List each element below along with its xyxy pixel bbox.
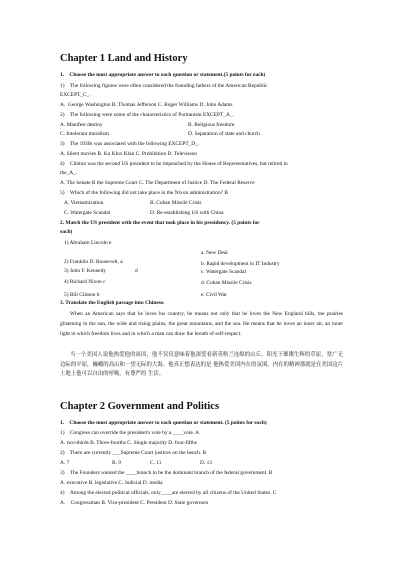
question-2-option-d: D. Separation of state and church (188, 131, 260, 137)
question-1-options: A. George Washington B. Thomas Jefferson C. Roger Williams D. John Adams (60, 102, 233, 108)
chapter-2-title: Chapter 2 Government and Politics (60, 401, 220, 412)
chapter-2-section-1-heading: 1. Choose the most appropriate answer to each question or statement. (5 points for each) (60, 420, 267, 426)
section-3-heading: 3. Translate the English passage into Chinese. (60, 300, 165, 306)
ch2-question-2-option-a: A. 7 (60, 460, 70, 466)
question-5-option-c: C. Watergate Scandal (64, 210, 111, 216)
ch2-question-4-options: A. Congressman B. Vice-president C. President D. State governors (60, 500, 209, 506)
match-answer-kennedy: d (135, 268, 138, 274)
question-4-line-2: the_A_. (60, 170, 78, 176)
match-right-item: c. Watergate Scandal (201, 269, 247, 275)
match-right-item: b. Rapid development in IT Industry (201, 261, 280, 267)
question-1-line-1: 1) The following figures were often considered the founding fathers of the American Republic (60, 83, 268, 89)
question-2-option-c: C. Intolerant moralism (60, 131, 109, 137)
question-1-line-2: EXCEPT_C_. (60, 92, 91, 98)
ch2-question-1-options: A. two-thirds B. Three-fourths C. Single majority D. four-fifths (60, 440, 197, 446)
question-3-stem: 3) The 1930s was associated with the following EXCEPT_D_. (60, 141, 200, 147)
match-left-item: 4) Richard Nixon c (64, 279, 106, 285)
match-right-item: a. New Deal (201, 250, 228, 256)
match-right-item: d. Cuban Missile Crisis (201, 280, 252, 286)
ch2-question-2-stem: 2) There are currently ___Supreme Court justices on the bench. B (60, 450, 207, 456)
match-left-item: 3) John F. Kennedy (64, 268, 107, 274)
question-3-options: A. Silent movies B. Ku Klux Klan C. Prohibition D. Televisson (60, 151, 197, 157)
question-2-stem: 2) The following were some of the characteristics of Puritanism EXCEPT_A_. (60, 112, 234, 118)
question-5-option-a: A. Vietnamization (64, 200, 104, 206)
ch2-question-3-stem: 3) The Founders wanted the ____branch to be the dominant branch of the federal government. B (60, 470, 273, 476)
section-1-heading: 1. Choose the most appropriate answer to each question or statement.(5 points for each) (60, 72, 266, 78)
match-right-item: e. Civil War (201, 292, 227, 298)
section-2-heading-line-1: 2. Match the US president with the event that took place in his presidency. (5 points for (60, 220, 260, 226)
ch2-question-2-option-c: C. 11 (150, 460, 162, 466)
ch2-question-1-stem: 1) Congress can override the president's vote by a ____vote. A (60, 430, 199, 436)
question-2-option-b: B. Religious freedom (188, 122, 235, 128)
ch2-question-3-options: A. executive B. legislative C. Judicial D. media (60, 480, 163, 486)
section-2-heading-line-2: each) (60, 229, 73, 235)
question-4-line-1: 4) Clinton was the second US president to be impeached by the House of Representatives, but retired in (60, 161, 288, 167)
question-2-option-a: A. Manifest destiny (60, 122, 103, 128)
match-left-item: 1) Abraham Lincoln e (64, 240, 112, 246)
chapter-1-title: Chapter 1 Land and History (60, 53, 188, 64)
ch2-question-4-stem: 4) Among the elected political officials, only____are elected by all citizens of the United States. C (60, 490, 277, 496)
question-5-option-b: B. Cuban Missile Crisis (150, 200, 202, 206)
question-5-option-d: D. Re-establishing US with China (150, 210, 224, 216)
question-4-options: A. The Senate B the Supreme Court C. The Department of Justice D. The Federal Reserve (60, 180, 255, 186)
match-left-item: 2) Franklin D. Roosevelt, a (64, 259, 123, 265)
question-5-stem: 5) Which of the following did not take place in the Nixon administration? B (60, 190, 228, 196)
english-passage: When an American says that he loves his country, he means not only that he loves the New England hills, the prairies glistening in the sun, the wide and rising plains, the great mountains, and the sea. He means that he loves an inner air, an inner light in which freedom lives and in which a man can draw the breath of self-respect. (60, 311, 343, 337)
ch2-question-2-option-d: D. 13 (200, 460, 212, 466)
match-left-item: 5) Bill Clinton b (64, 292, 100, 298)
ch2-question-2-option-b: B. 9 (112, 460, 121, 466)
chinese-translation: 当一个美国人说他热爱他的祖国，他不仅仅意味着他深爱看新英格兰连绵的山丘，阳光下璀璨生辉的草原，宽广无边际的平原，巍峨的高山和一望无际的大海。他真正想表达的是 他热爱美国内在的氛围，内在的精神那就是在美国这片土地上他可以自由的呼吸，有尊严的 生活。 (60, 352, 343, 377)
